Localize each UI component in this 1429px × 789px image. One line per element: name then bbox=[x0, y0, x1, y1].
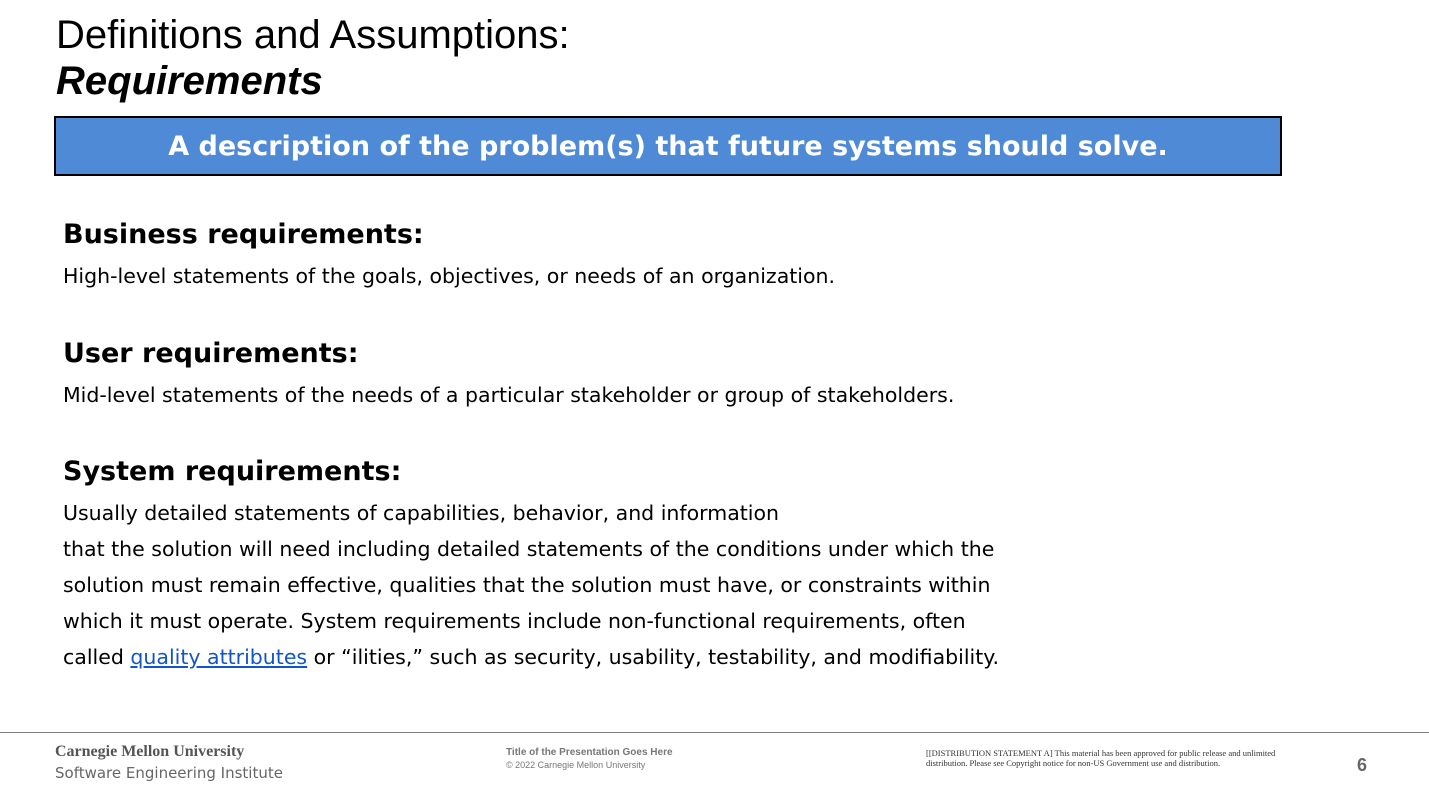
body-line: High-level statements of the goals, objectives, or needs of an organization. bbox=[63, 264, 836, 288]
presentation-title: Title of the Presentation Goes Here bbox=[506, 747, 673, 758]
body-line: that the solution will need including detailed statements of the conditions under which the bbox=[63, 537, 995, 561]
section-body bbox=[63, 377, 1143, 413]
banner-text: A description of the problem(s) that future systems should solve. bbox=[168, 130, 1168, 162]
page-number: 6 bbox=[1357, 755, 1368, 775]
section-body bbox=[63, 495, 1143, 675]
user-requirements-section bbox=[63, 337, 1143, 413]
copyright-notice: © 2022 Carnegie Mellon University bbox=[506, 760, 646, 770]
quality-attributes-link[interactable]: quality attributes bbox=[130, 645, 308, 669]
footer-divider bbox=[0, 732, 1429, 733]
body-line-with-link bbox=[63, 639, 1143, 675]
business-requirements-section bbox=[63, 218, 1143, 294]
link-suffix-text: or “ilities,” such as security, usability, testability, and modifiability. bbox=[307, 645, 1000, 669]
body-line: solution must remain effective, qualities that the solution must have, or constraints within bbox=[63, 573, 991, 597]
section-heading: Business requirements: bbox=[63, 219, 424, 250]
definition-banner bbox=[54, 116, 1282, 176]
slide-subtitle: Requirements bbox=[56, 59, 323, 103]
body-line: Usually detailed statements of capabilities, behavior, and information bbox=[63, 501, 780, 525]
university-logo-text: Carnegie Mellon University bbox=[55, 743, 245, 760]
section-heading: User requirements: bbox=[63, 338, 359, 369]
system-requirements-section bbox=[63, 455, 1143, 675]
section-heading: System requirements: bbox=[63, 456, 402, 487]
slide-title: Definitions and Assumptions: bbox=[56, 13, 570, 57]
link-prefix-text: called bbox=[63, 645, 131, 669]
institute-name: Software Engineering Institute bbox=[55, 764, 283, 782]
body-line: Mid-level statements of the needs of a particular stakeholder or group of stakeholders. bbox=[63, 383, 955, 407]
body-line: which it must operate. System requirements include non-functional requirements, often bbox=[63, 609, 966, 633]
section-body bbox=[63, 258, 1143, 294]
distribution-statement: [[DISTRIBUTION STATEMENT A] This material has been approved for public release and unlimited distribution. Please see Copyright notice for non-US Government use and distribution. bbox=[926, 748, 1276, 768]
